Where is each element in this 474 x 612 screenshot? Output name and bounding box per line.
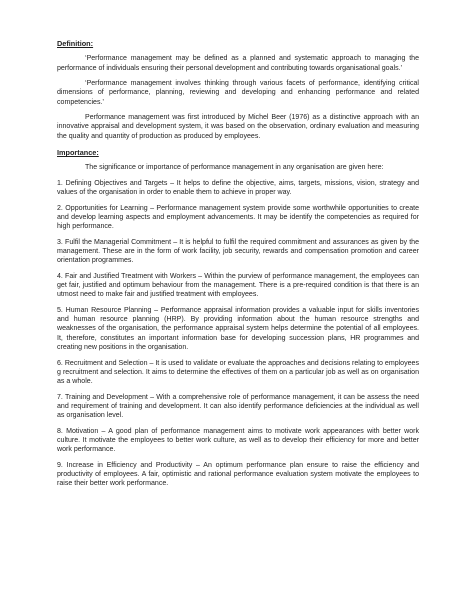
importance-item-7: 7. Training and Development – With a comprehensive role of performance management, it can be assess the need and requirement of training and development. It can also identify performance deficiencies at the individual as well as organisation level. (57, 393, 419, 420)
importance-intro: The significance or importance of performance management in any organisation are given here: (85, 164, 384, 172)
importance-item-4: 4. Fair and Justified Treatment with Workers – Within the purview of performance management, the employees can get fair, justified and optimum behaviour from the management. There is a pre-required condition is that there is an utmost need to make fair and justified treatment with employees. (57, 272, 419, 299)
importance-item-6: 6. Recruitment and Selection – It is used to validate or evaluate the approaches and decisions relating to employees g recruitment and selection. It aims to determine the effectives of them on a particular job as well as on organisation as a whole. (57, 359, 419, 386)
importance-heading: Importance: (57, 148, 99, 158)
importance-item-1: 1. Defining Objectives and Targets – It helps to define the objective, aims, targets, missions, vision, strategy and values of the organisation in order to enable them to achieve in proper way. (57, 179, 419, 197)
importance-item-2: 2. Opportunities for Learning – Performance management system provide some worthwhile opportunities to create and develop learning aspects and employment advancements. It may be identify the competencies as required for high performance. (57, 204, 419, 231)
definition-heading: Definition: (57, 39, 94, 48)
document-body (57, 39, 419, 495)
definition-paragraph-1: ‘Performance management may be defined as a planned and systematic approach to managing the performance of individuals ensuring their personal development and contributing towards organisational goals.’ (57, 55, 419, 72)
importance-item-9: 9. Increase in Efficiency and Productivity – An optimum performance plan ensure to raise the efficiency and productivity of employees. A fair, optimistic and rational performance evaluation system motivate the employees to raise their better work performance. (57, 461, 419, 488)
importance-item-8: 8. Motivation – A good plan of performance management aims to motivate work appearances with better work culture. It motivate the employees to better work culture, as well as to develop their efficiency for more and better work performance. (57, 427, 419, 454)
definition-paragraph-2: ‘Performance management involves thinking through various facets of performance, identifying critical dimensions of performance, planning, reviewing and developing and enhancing performance and related competencies.’ (57, 80, 419, 106)
importance-item-3: 3. Fulfil the Managerial Commitment – It is helpful to fulfil the required commitment and assurances as given by the management. These are in the form of work facility, job security, rewards and compensation promotion and career orientation programmes. (57, 238, 419, 265)
definition-paragraph-3: Performance management was first introduced by Michel Beer (1976) as a distinctive approach with an innovative appraisal and development system, it was based on the observation, ordinary evaluation and measuring the quality and quantity of production as produced by employees. (57, 114, 419, 140)
importance-item-5: 5. Human Resource Planning – Performance appraisal information provides a valuable input for skills inventories and human resource planning (HRP). By providing information about the human resource strengths and weaknesses of the organisation, the performance appraisal system helps determine the potential of all employees. It, therefore, constitutes an important information base for developing succession plans, HR programmes and creating new positions in the organisation. (57, 306, 419, 352)
